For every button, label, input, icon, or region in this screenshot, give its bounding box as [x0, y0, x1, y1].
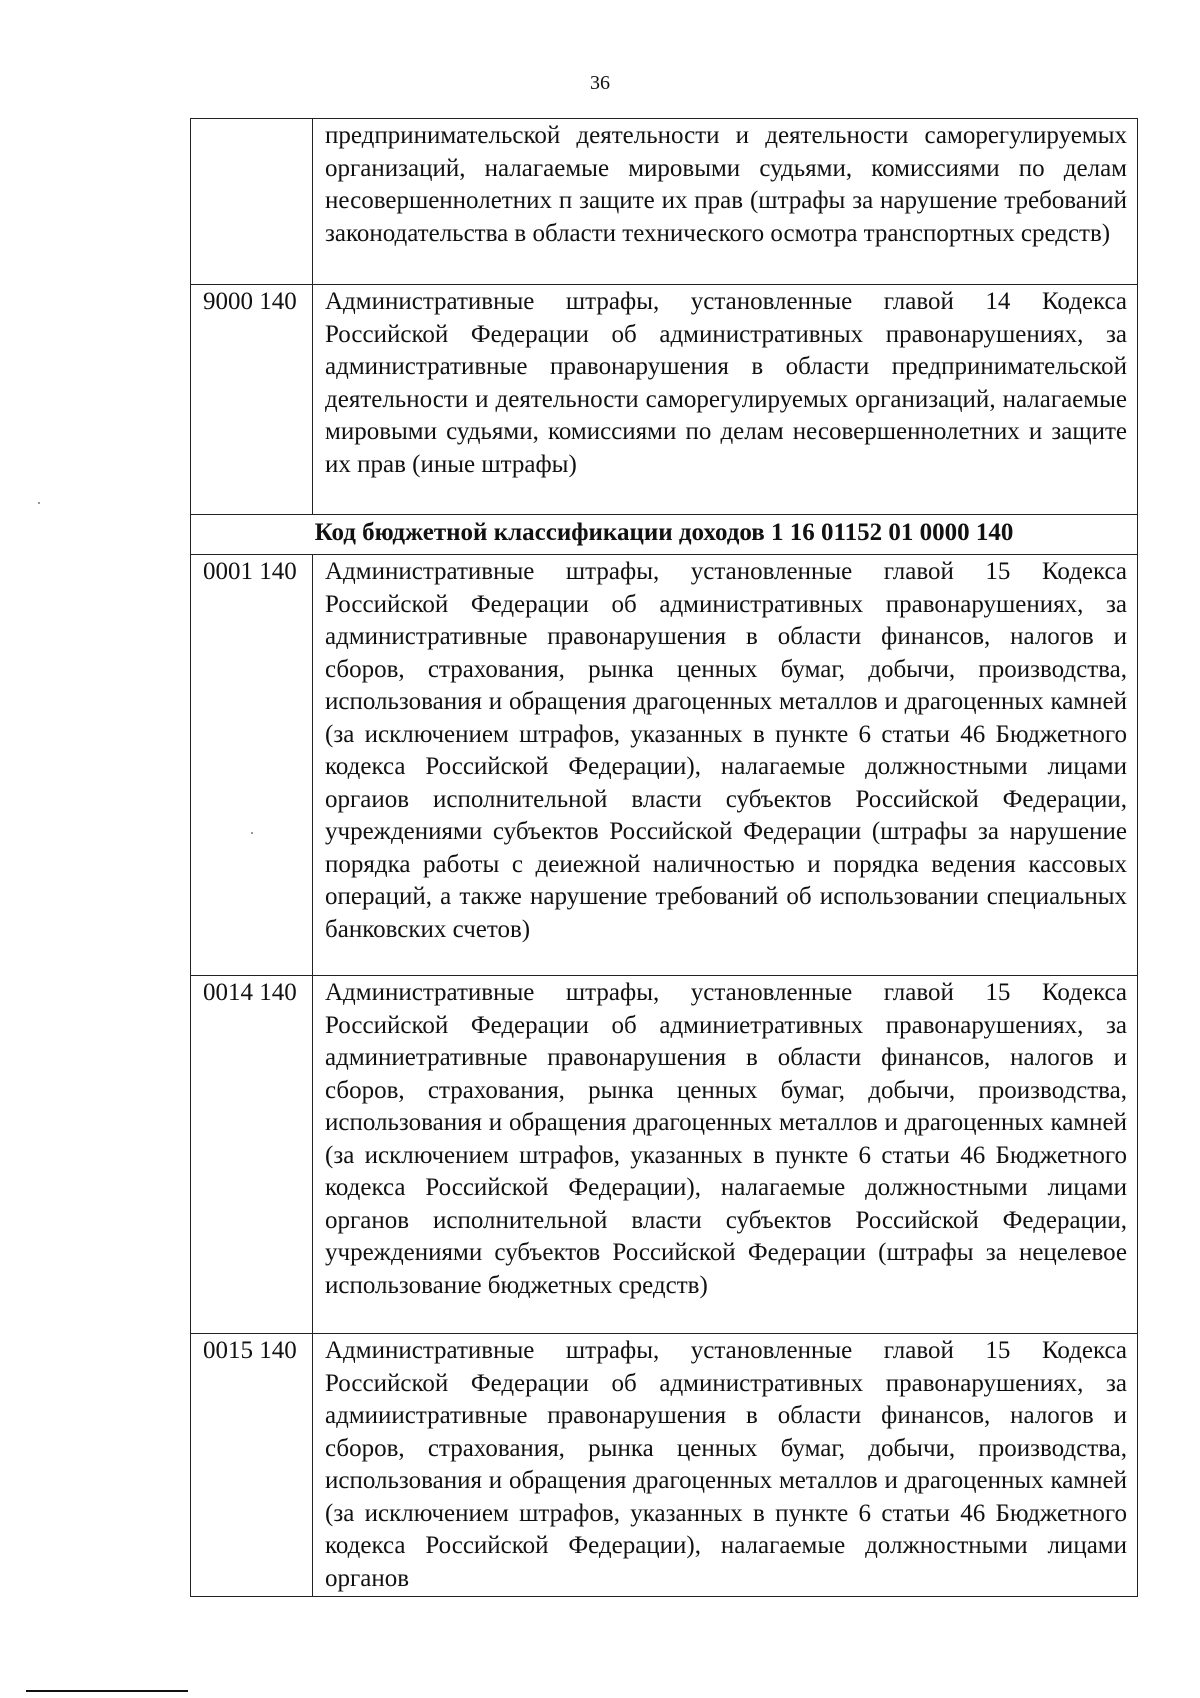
- footnote-separator: [26, 1690, 188, 1692]
- budget-classification-header: Код бюджетной классификации доходов 1 16 01152 01 0000 140: [191, 515, 1138, 555]
- table-row: [191, 976, 1138, 1334]
- table-row: [191, 285, 1138, 515]
- description-cell: Административные штрафы, установленные главой 15 Кодекса Российской Федерации об административных правонарушениях, за административные правонарушения в области финансов, налогов и сборов, страхования, рынка ценных бумаг, добычи, производства, использования и обращения драгоценных металлов и драгоценных камней (за исключением штрафов, указанных в пункте 6 статьи 46 Бюджетного кодекса Российской Федерации), налагаемые должностными лицами оргаиов исполнительной власти субъектов Российской Федерации, учреждениями субъектов Российской Федерации (штрафы за нарушение порядка работы с деиежной наличностью и порядка ведения кассовых операций, а также нарушение требований об использовании специальных банковских счетов): [313, 555, 1138, 976]
- description-cell: Административные штрафы, установленные главой 15 Кодекса Российской Федерации об админиетративных правонарушениях, за админиетративные правонарушения в области финансов, налогов и сборов, страхования, рынка ценных бумаг, добычи, производства, использования и обращения драгоценных металлов и драгоценных камней (за исключением штрафов, указанных в пункте 6 статьи 46 Бюджетного кодекса Российской Федерации), налагаемые должностными лицами органов исполнительной власти субъектов Российской Федерации, учреждениями субъектов Российской Федерации (штрафы за нецелевое использование бюджетных средств): [313, 976, 1138, 1334]
- table-row: [191, 555, 1138, 976]
- description-cell: предпринимательской деятельности и деятельности саморегулируемых организаций, налагаемые мировыми судьями, комиссиями по делам несовершеннолетних п защите их прав (штрафы за нарушение требований законодательства в области технического осмотра транспортных средств): [313, 119, 1138, 285]
- page-number: 36: [590, 72, 610, 94]
- table-row: [191, 119, 1138, 285]
- budget-code-table: [190, 118, 1138, 1597]
- scan-speck: [251, 832, 253, 834]
- table-row: [191, 1334, 1138, 1597]
- code-cell: 0014 140: [191, 976, 313, 1334]
- description-cell: Административные штрафы, установленные главой 14 Кодекса Российской Федерации об административных правонарушениях, за административные правонарушения в области предпринимательской деятельности и деятельности саморегулируемых организаций, налагаемые мировыми судьями, комиссиями по делам несовершеннолетних и защите их прав (иные штрафы): [313, 285, 1138, 515]
- code-cell: 9000 140: [191, 285, 313, 515]
- scan-speck: [38, 502, 40, 504]
- section-header-row: [191, 515, 1138, 555]
- code-cell: 0015 140: [191, 1334, 313, 1597]
- description-cell: Административные штрафы, установленные главой 15 Кодекса Российской Федерации об административных правонарушениях, за адмииистративные правонарушения в области финансов, налогов и сборов, страхования, рынка ценных бумаг, добычи, производства, использования и обращения драгоценных металлов и драгоценных камней (за исключением штрафов, указанных в пункте 6 статьи 46 Бюджетного кодекса Российской Федерации), налагаемые должностными лицами органов: [313, 1334, 1138, 1597]
- code-cell: 0001 140: [191, 555, 313, 976]
- code-cell: [191, 119, 313, 285]
